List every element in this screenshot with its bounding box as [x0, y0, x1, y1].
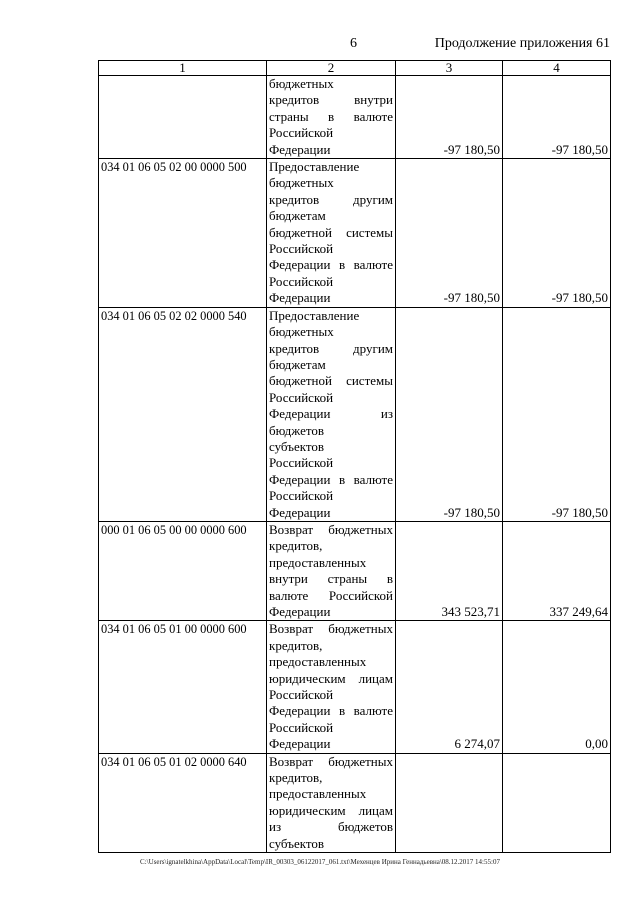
budget-code-cell: 000 01 06 05 00 00 0000 600	[99, 521, 267, 620]
amount-cell-col4: 0,00	[503, 621, 611, 753]
continuation-label: Продолжение приложения 61	[434, 36, 610, 51]
amount-cell-col3: 343 523,71	[396, 521, 503, 620]
amount-cell-col3	[396, 753, 503, 852]
budget-code-cell: 034 01 06 05 02 02 0000 540	[99, 307, 267, 521]
item-name-line: Российской	[269, 389, 334, 405]
amount-cell-col3: -97 180,50	[396, 159, 503, 308]
item-name-line: Федерации в валюте	[269, 257, 393, 273]
item-name-line: Федерации	[269, 290, 331, 306]
item-name-line: Федерации в валюте	[269, 703, 393, 719]
column-number-row	[99, 61, 611, 76]
item-name-line: Федерации	[269, 141, 331, 157]
item-name-line: предоставленных	[269, 654, 367, 670]
amount-cell-col4: -97 180,50	[503, 307, 611, 521]
item-name-line: бюджетных	[269, 324, 334, 340]
item-name-line: Предоставление	[269, 159, 360, 175]
item-name-line: внутри страны в	[269, 571, 393, 587]
page-number: 6	[350, 36, 357, 51]
column-header: 2	[267, 61, 396, 76]
table-row	[99, 621, 611, 753]
item-name-line: предоставленных	[269, 786, 367, 802]
item-name-line: юридическим лицам	[269, 802, 393, 818]
item-name-line: Федерации	[269, 736, 331, 752]
amount-cell-col3: -97 180,50	[396, 76, 503, 159]
budget-table	[98, 60, 611, 853]
item-name-cell	[267, 753, 396, 852]
table-row	[99, 76, 611, 159]
item-name-line: предоставленных	[269, 554, 367, 570]
item-name-line: кредитов,	[269, 770, 323, 786]
item-name-cell	[267, 159, 396, 308]
item-name-cell	[267, 307, 396, 521]
item-name-line: субъектов	[269, 835, 325, 851]
budget-code-cell: 034 01 06 05 02 00 0000 500	[99, 159, 267, 308]
item-name-line: кредитов внутри	[269, 92, 393, 108]
item-name-line: валюте Российской	[269, 587, 393, 603]
table-row	[99, 307, 611, 521]
item-name-line: бюджетов	[269, 422, 325, 438]
table-row	[99, 753, 611, 852]
amount-cell-col4: 337 249,64	[503, 521, 611, 620]
item-name-cell	[267, 76, 396, 159]
budget-code-cell: 034 01 06 05 01 00 0000 600	[99, 621, 267, 753]
item-name-cell	[267, 521, 396, 620]
item-name-line: страны в валюте	[269, 108, 393, 124]
item-name-line: бюджетам	[269, 208, 326, 224]
amount-cell-col3: 6 274,07	[396, 621, 503, 753]
budget-code-cell	[99, 76, 267, 159]
table-body	[99, 76, 611, 853]
table-row	[99, 159, 611, 308]
item-name-line: Федерации	[269, 604, 331, 619]
table-row	[99, 521, 611, 620]
amount-cell-col4	[503, 753, 611, 852]
column-header: 4	[503, 61, 611, 76]
budget-code-cell: 034 01 06 05 01 02 0000 640	[99, 753, 267, 852]
item-name-line: Федерации	[269, 504, 331, 520]
item-name-line: Возврат бюджетных	[269, 521, 393, 537]
page-header	[98, 36, 610, 54]
item-name-line: кредитов другим	[269, 340, 393, 356]
item-name-line: Российской	[269, 241, 334, 257]
item-name-line: Предоставление	[269, 307, 360, 323]
file-path-footer: C:\Users\ignatelkhina\AppData\Local\Temp\IR_00303_06122017_061.txt\Мехенцев Ирина Геннадьевна\08.12.2017 14:55:07	[140, 858, 500, 866]
item-name-line: Возврат бюджетных	[269, 621, 393, 637]
item-name-line: бюджетной системы	[269, 373, 393, 389]
item-name-line: Российской	[269, 719, 334, 735]
item-name-line: бюджетных	[269, 76, 334, 91]
amount-cell-col4: -97 180,50	[503, 76, 611, 159]
item-name-line: кредитов,	[269, 637, 323, 653]
item-name-line: Российской	[269, 687, 334, 703]
amount-cell-col3: -97 180,50	[396, 307, 503, 521]
item-name-line: Российской	[269, 273, 334, 289]
column-header: 1	[99, 61, 267, 76]
amount-cell-col4: -97 180,50	[503, 159, 611, 308]
item-name-line: бюджетных	[269, 175, 334, 191]
item-name-line: субъектов	[269, 438, 325, 454]
item-name-line: бюджетной системы	[269, 224, 393, 240]
item-name-line: Российской	[269, 125, 334, 141]
item-name-line: из бюджетов	[269, 819, 393, 835]
item-name-line: Федерации в валюте	[269, 471, 393, 487]
item-name-cell	[267, 621, 396, 753]
item-name-line: юридическим лицам	[269, 670, 393, 686]
item-name-line: Российской	[269, 455, 334, 471]
item-name-line: кредитов,	[269, 538, 323, 554]
item-name-line: бюджетам	[269, 356, 326, 372]
item-name-line: Российской	[269, 488, 334, 504]
item-name-line: кредитов другим	[269, 191, 393, 207]
item-name-line: Возврат бюджетных	[269, 753, 393, 769]
column-header: 3	[396, 61, 503, 76]
item-name-line: Федерации из	[269, 406, 393, 422]
